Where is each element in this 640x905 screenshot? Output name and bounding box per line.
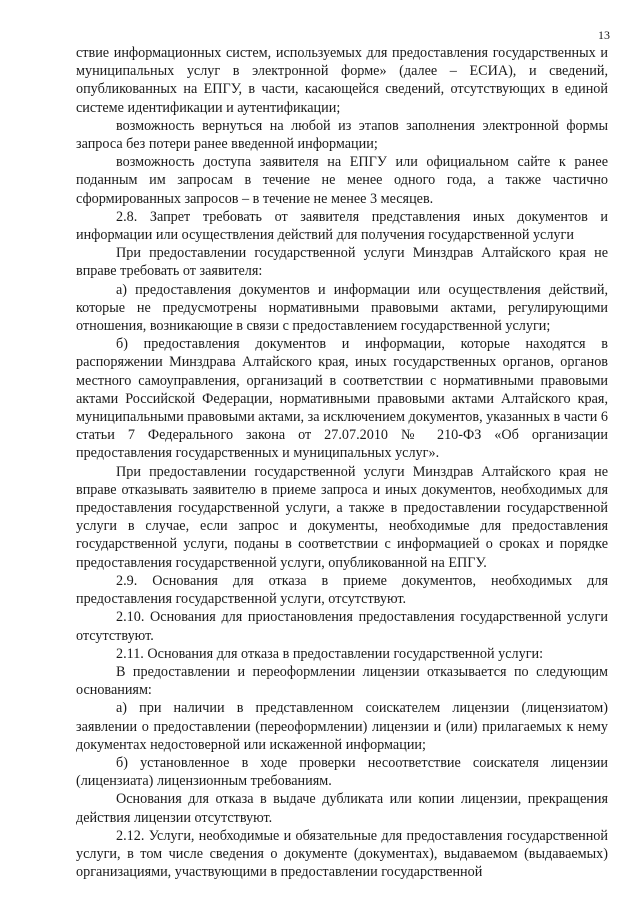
page-number: 13	[598, 28, 610, 42]
list-item: а) предоставления документов и информации или осуществления действий, которые не предусмотрены нормативными правовыми актами, регулирующими отношения, возникающие в связи с предоставлением государственной услуги;	[76, 281, 608, 335]
paragraph: В предоставлении и переоформлении лицензии отказывается по следующим основаниям:	[76, 663, 608, 699]
section-heading: 2.8. Запрет требовать от заявителя представления иных документов и информации или осуществления действий для получения государственной услуги	[76, 208, 608, 244]
list-item: а) при наличии в представленном соискателем лицензии (лицензиатом) заявлении о предоставлении (переоформлении) лицензии и (или) прилагаемых к нему документах недостоверной или искаженной информации;	[76, 700, 608, 753]
paragraph: Основания для отказа в выдаче дубликата или копии лицензии, прекращения действия лицензии отсутствуют.	[76, 791, 608, 826]
paragraph: ствие информационных систем, используемых для предоставления государственных и муниципальных услуг в электронной форме» (далее – ЕСИА), и сведений, опубликованных на ЕПГУ, в части, касающейся сведений, отсутствующих в единой системе идентификации и аутентификации;	[76, 45, 608, 116]
section-heading: 2.10. Основания для приостановления предоставления государственной услуги отсутствуют.	[76, 609, 608, 644]
list-item: б) предоставления документов и информации, которые находятся в распоряжении Минздрава Алтайского края, иных государственных органов, органов местного самоуправления, организаций в соответствии с нормативными правовыми актами Российской Федерации, нормативными правовыми актами Алтайского края, муниципальными правовыми актами, за исключением документов, указанных в части 6 статьи 7 Федерального закона от 27.07.2010 № 210-ФЗ «Об организации предоставления государственных и муниципальных услуг».	[76, 336, 608, 462]
paragraph: При предоставлении государственной услуги Минздрав Алтайского края не вправе отказывать заявителю в приеме запроса и иных документов, необходимых для предоставления государственной услуги, а также в предоставлении государственной услуги в случае, если запрос и документы, необходимые для предоставления государственной услуги, поданы в соответствии с информацией о сроках и порядке предоставления государственной услуги, опубликованной на ЕПГУ.	[76, 463, 608, 571]
paragraph: возможность вернуться на любой из этапов заполнения электронной формы запроса без потери ранее введенной информации;	[76, 117, 608, 153]
list-item: б) установленное в ходе проверки несоответствие соискателя лицензии (лицензиата) лицензионным требованиям.	[76, 754, 608, 790]
document-body	[76, 44, 608, 881]
section-heading: 2.12. Услуги, необходимые и обязательные для предоставления государственной услуги, в том числе сведения о документе (документах), выдаваемом (выдаваемых) организациями, участвующими в предоставлении государственной	[76, 827, 608, 881]
section-heading: 2.9. Основания для отказа в приеме документов, необходимых для предоставления государственной услуги, отсутствуют.	[76, 572, 608, 608]
paragraph: При предоставлении государственной услуги Минздрав Алтайского края не вправе требовать от заявителя:	[76, 245, 608, 280]
paragraph: возможность доступа заявителя на ЕПГУ или официальном сайте к ранее поданным им запросам в течение не менее одного года, а также частично сформированных запросов – в течение не менее 3 месяцев.	[76, 154, 608, 207]
section-heading: 2.11. Основания для отказа в предоставлении государственной услуги:	[116, 645, 544, 662]
